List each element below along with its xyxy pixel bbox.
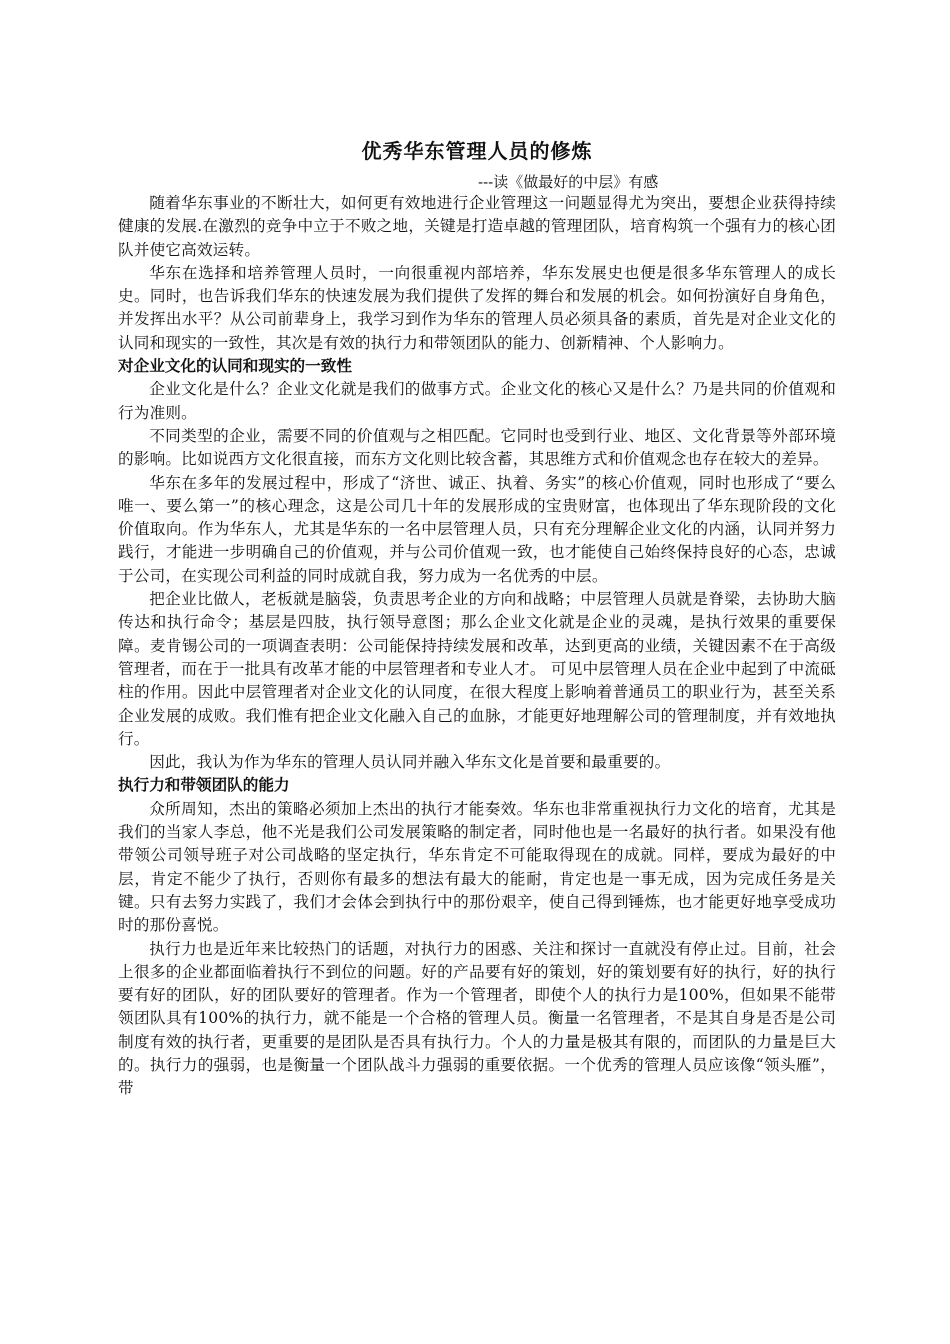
body-paragraph: 华东在多年的发展过程中，形成了“济世、诚正、执着、务实”的核心价值观，同时也形成了“要么唯一、要么第一”的核心理念，这是公司几十年的发展形成的宝贵财富，也体现出了华东现阶段的文化价值取向。作为华东人，尤其是华东的一名中层管理人员，只有充分理解企业文化的内涵，认同并努力践行，才能进一步明确自己的价值观，并与公司价值观一致，也才能使自己始终保持良好的心态，忠诚于公司，在实现公司利益的同时成就自我，努力成为一名优秀的中层。 xyxy=(118,473,836,585)
section-heading-execution: 执行力和带领团队的能力 xyxy=(118,776,290,795)
document-title: 优秀华东管理人员的修炼 xyxy=(361,139,593,163)
document-subtitle: ---读《做最好的中层》有感 xyxy=(478,173,659,191)
body-paragraph: 把企业比做人，老板就是脑袋，负责思考企业的方向和战略；中层管理人员就是脊梁，去协助大脑传达和执行命令；基层是四肢，执行领导意图；那么企业文化就是企业的灵魂，是执行效果的重要保障。麦肯锡公司的一项调查表明：公司能保持持续发展和改革，达到更高的业绩，关键因素不在于高级管理者，而在于一批具有改革才能的中层管理者和专业人才。 可见中层管理人员在企业中起到了中流砥柱的作用。因此中层管理者对企业文化的认同度，在很大程度上影响着普通员工的职业行为，甚至关系企业发展的成败。我们惟有把企业文化融入自己的血脉，才能更好地理解公司的管理制度，并有效地执行。 xyxy=(118,590,836,748)
document-page xyxy=(118,136,836,1101)
body-paragraph: 不同类型的企业，需要不同的价值观与之相匹配。它同时也受到行业、地区、文化背景等外部环境的影响。比如说西方文化很直接，而东方文化则比较含蓄，其思维方式和价值观念也存在较大的差异。 xyxy=(118,426,836,469)
body-paragraph: 因此，我认为作为华东的管理人员认同并融入华东文化是首要和最重要的。 xyxy=(149,753,671,772)
body-paragraph: 执行力也是近年来比较热门的话题，对执行力的困惑、关注和探讨一直就没有停止过。目前，社会上很多的企业都面临着执行不到位的问题。好的产品要有好的策划，好的策划要有好的执行，好的执行要有好的团队，好的团队要好的管理者。作为一个管理者，即使个人的执行力是100%，但如果不能带领团队具有100%的执行力，就不能是一个合格的管理人员。衡量一名管理者，不是其自身是否是公司制度有效的执行者，更重要的是团队是否具有执行力。个人的力量是极其有限的，而团队的力量是巨大的。执行力的强弱，也是衡量一个团队战斗力强弱的重要依据。一个优秀的管理人员应该像“领头雁”，带 xyxy=(118,939,836,1098)
section-heading-culture: 对企业文化的认同和现实的一致性 xyxy=(118,357,352,376)
body-paragraph: 众所周知，杰出的策略必须加上杰出的执行才能奏效。华东也非常重视执行力文化的培育，尤其是我们的当家人李总，他不光是我们公司发展策略的制定者，同时他也是一名最好的执行者。如果没有他带领公司领导班子对公司战略的坚定执行，华东肯定不可能取得现在的成就。同样，要成为最好的中层，肯定不能少了执行，否则你有最多的想法有最大的能耐，肯定也是一事无成，因为完成任务是关键。只有去努力实践了，我们才会体会到执行中的那份艰辛，使自己得到锤炼，也才能更好地享受成功时的那份喜悦。 xyxy=(118,799,836,935)
intro-paragraph: 华东在选择和培养管理人员时，一向很重视内部培养，华东发展史也便是很多华东管理人的成长史。同时，也告诉我们华东的快速发展为我们提供了发挥的舞台和发展的机会。如何扮演好自身角色，并发挥出水平？从公司前辈身上，我学习到作为华东的管理人员必须具备的素质，首先是对企业文化的认同和现实的一致性，其次是有效的执行力和带领团队的能力、创新精神、个人影响力。 xyxy=(118,263,836,352)
body-paragraph: 企业文化是什么？企业文化就是我们的做事方式。企业文化的核心又是什么？乃是共同的价值观和行为准则。 xyxy=(118,380,836,422)
intro-paragraph: 随着华东事业的不断壮大，如何更有效地进行企业管理这一问题显得尤为突出，要想企业获得持续健康的发展.在激烈的竞争中立于不败之地，关键是打造卓越的管理团队，培育构筑一个强有力的核心团队并使它高效运转。 xyxy=(118,194,836,259)
